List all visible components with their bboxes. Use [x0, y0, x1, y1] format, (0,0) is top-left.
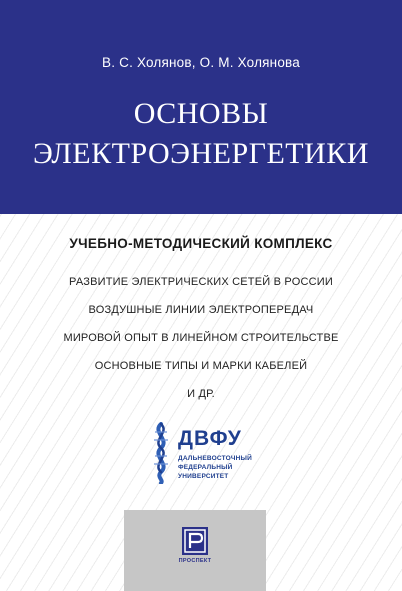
- logo-line-2: ФЕДЕРАЛЬНЫЙ: [178, 464, 233, 471]
- title-line-1: ОСНОВЫ: [133, 97, 269, 130]
- publisher-name: ПРОСПЕКТ: [178, 558, 212, 564]
- authors: В. С. Холянов, О. М. Холянова: [102, 55, 300, 70]
- university-helix-icon: [148, 422, 174, 484]
- university-logo: [148, 422, 258, 486]
- title-line-2: ЭЛЕКТРОЭНЕРГЕТИКИ: [33, 137, 369, 170]
- topic-item-2: ВОЗДУШНЫЕ ЛИНИИ ЭЛЕКТРОПЕРЕДАЧ: [88, 304, 314, 316]
- cover-header: [0, 0, 402, 214]
- topic-item-1: РАЗВИТИЕ ЭЛЕКТРИЧЕСКИХ СЕТЕЙ В РОССИИ: [69, 276, 333, 288]
- logo-line-1: ДАЛЬНЕВОСТОЧНЫЙ: [178, 455, 252, 462]
- publisher-emblem-icon: [181, 526, 209, 556]
- logo-line-3: УНИВЕРСИТЕТ: [178, 473, 229, 480]
- topic-item-5: И ДР.: [187, 388, 215, 400]
- logo-name: ДВФУ: [178, 427, 242, 450]
- topic-item-3: МИРОВОЙ ОПЫТ В ЛИНЕЙНОМ СТРОИТЕЛЬСТВЕ: [63, 332, 339, 344]
- topic-item-4: ОСНОВНЫЕ ТИПЫ И МАРКИ КАБЕЛЕЙ: [94, 360, 308, 372]
- subtitle: УЧЕБНО-МЕТОДИЧЕСКИЙ КОМПЛЕКС: [69, 236, 333, 251]
